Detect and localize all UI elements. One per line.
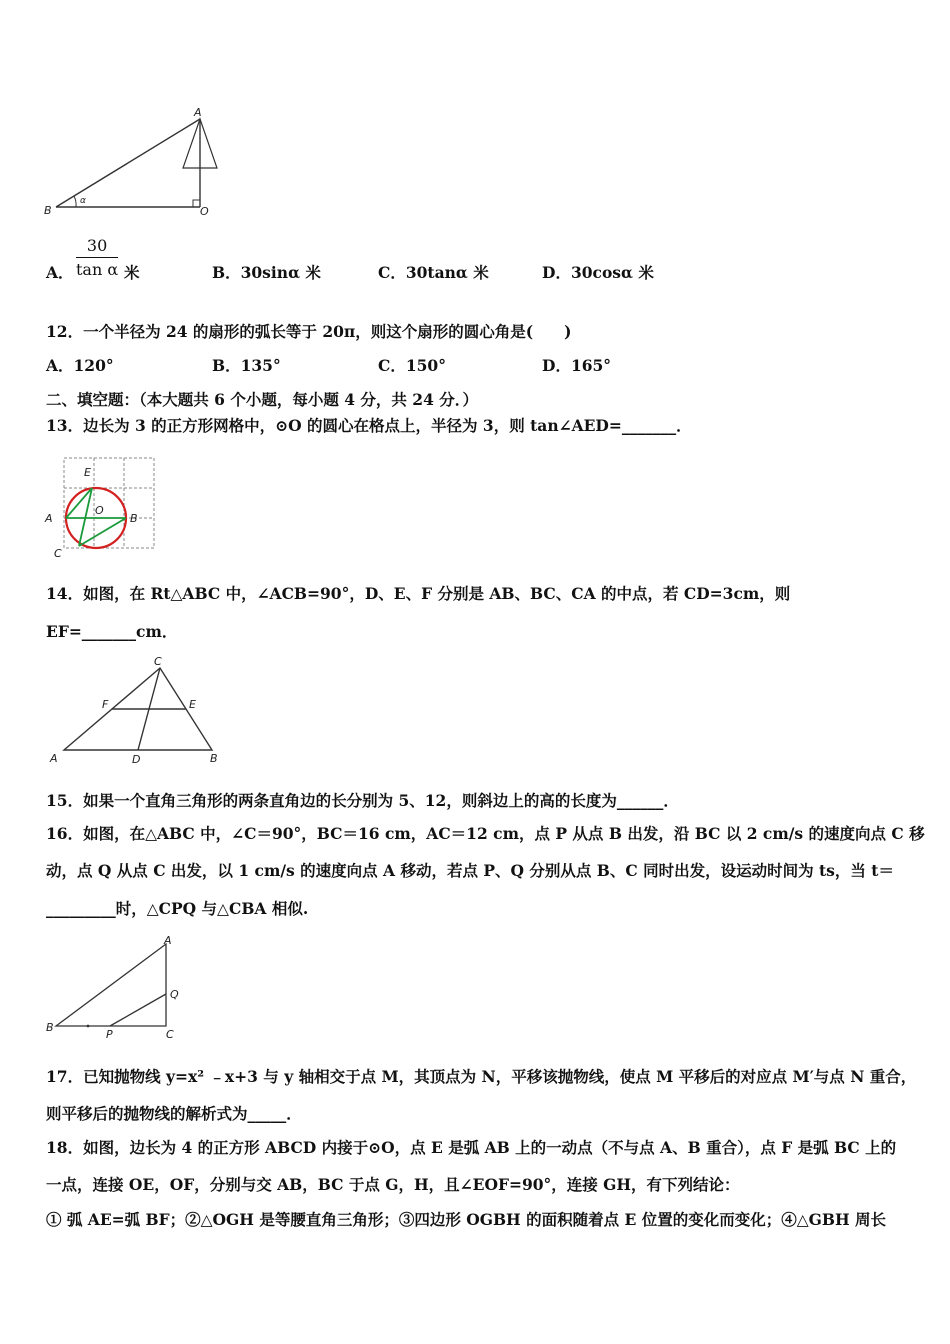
q11-option-a-fraction [76,236,118,279]
q14-label-B: B [210,752,218,765]
q18-stem-line1: 18．如图，边长为 4 的正方形 ABCD 内接于⊙O，点 E 是弧 AB 上的一动点（不与点 A、B 重合），点 F 是弧 BC 上的 [46,1138,897,1157]
q12-stem: 12．一个半径为 24 的扇形的弧长等于 20π，则这个扇形的圆心角是( ) [46,322,572,341]
q16-label-B: B [46,1021,54,1034]
q18-stem-line2: 一点，连接 OE，OF，分别与交 AB，BC 于点 G，H，且∠EOF=90°，连接 GH，有下列结论： [46,1175,740,1194]
q18-stem-line3: ① 弧 AE=弧 BF；②△OGH 是等腰直角三角形；③四边形 OGBH 的面积随着点 E 位置的变化而变化；④△GBH 周长 [46,1210,887,1229]
q16-stem-line1: 16．如图，在△ABC 中，∠C＝90°，BC＝16 cm，AC＝12 cm，点 P 从点 B 出发，沿 BC 以 2 cm/s 的速度向点 C 移 [46,824,925,843]
q11-option-a: A． [46,263,74,282]
q11-option-a-unit: 米 [124,263,140,282]
q16-stem-line2: 动，点 Q 从点 C 出发，以 1 cm/s 的速度向点 A 移动，若点 P、Q 分别从点 B、C 同时出发，设运动时间为 ts，当 t＝ [46,861,894,880]
q12-option-d: D．165° [542,356,612,375]
q15-stem: 15．如果一个直角三角形的两条直角边的长分别为 5、12，则斜边上的高的长度为______． [46,791,679,810]
q11-option-d: D．30cosα 米 [542,263,654,282]
q17-stem-line1: 17．已知抛物线 y=x² ﹣x+3 与 y 轴相交于点 M，其顶点为 N，平移该抛物线，使点 M 平移后的对应点 M′与点 N 重合， [46,1067,917,1086]
q14-stem-line1: 14．如图，在 Rt△ABC 中，∠ACB=90°，D、E、F 分别是 AB、BC、CA 的中点，若 CD=3cm，则 [46,584,791,603]
q11-frac-denominator: tan α [76,260,119,279]
q14-label-A: A [50,752,58,765]
q12-option-a: A．120° [46,356,114,375]
q13-label-E: E [84,466,91,479]
q12-option-c: C．150° [378,356,446,375]
q12-option-b: B．135° [212,356,281,375]
q16-label-Q: Q [170,988,179,1001]
q11-figure [40,105,230,223]
q11-angle-arc [74,196,76,207]
q16-stem-line3: _________时，△CPQ 与△CBA 相似. [46,899,309,918]
q16-label-A: A [164,934,172,947]
q13-label-A: A [45,512,53,525]
q11-line-BA [56,119,200,207]
q14-label-F: F [102,698,109,711]
q16-label-C: C [166,1028,174,1041]
q14-label-C: C [154,655,162,668]
q11-label-A: A [194,106,202,119]
q11-label-alpha: α [80,196,86,206]
q14-figure [44,654,224,768]
q14-label-E: E [189,698,196,711]
q13-label-O: O [95,504,104,517]
q11-option-c: C．30tanα 米 [378,263,489,282]
q14-label-D: D [132,753,141,766]
q11-label-B: B [44,204,52,217]
q13-stem: 13．边长为 3 的正方形网格中，⊙O 的圆心在格点上，半径为 3，则 tan∠AED=_______． [46,416,692,435]
section-2-heading: 二、填空题：（本大题共 6 个小题，每小题 4 分，共 24 分．） [46,390,479,409]
q11-label-O: O [200,205,209,218]
q13-figure [40,452,165,560]
q16-label-P: P [106,1028,113,1041]
q17-stem-line2: 则平移后的抛物线的解析式为_____． [46,1104,302,1123]
q13-label-B: B [130,512,138,525]
q11-option-b: B．30sinα 米 [212,263,321,282]
q11-frac-numerator: 30 [76,236,118,258]
q13-label-C: C [54,547,62,560]
q14-stem-line2: EF=_______cm． [46,622,178,641]
q16-figure [42,934,192,1042]
q11-right-angle [193,200,200,207]
